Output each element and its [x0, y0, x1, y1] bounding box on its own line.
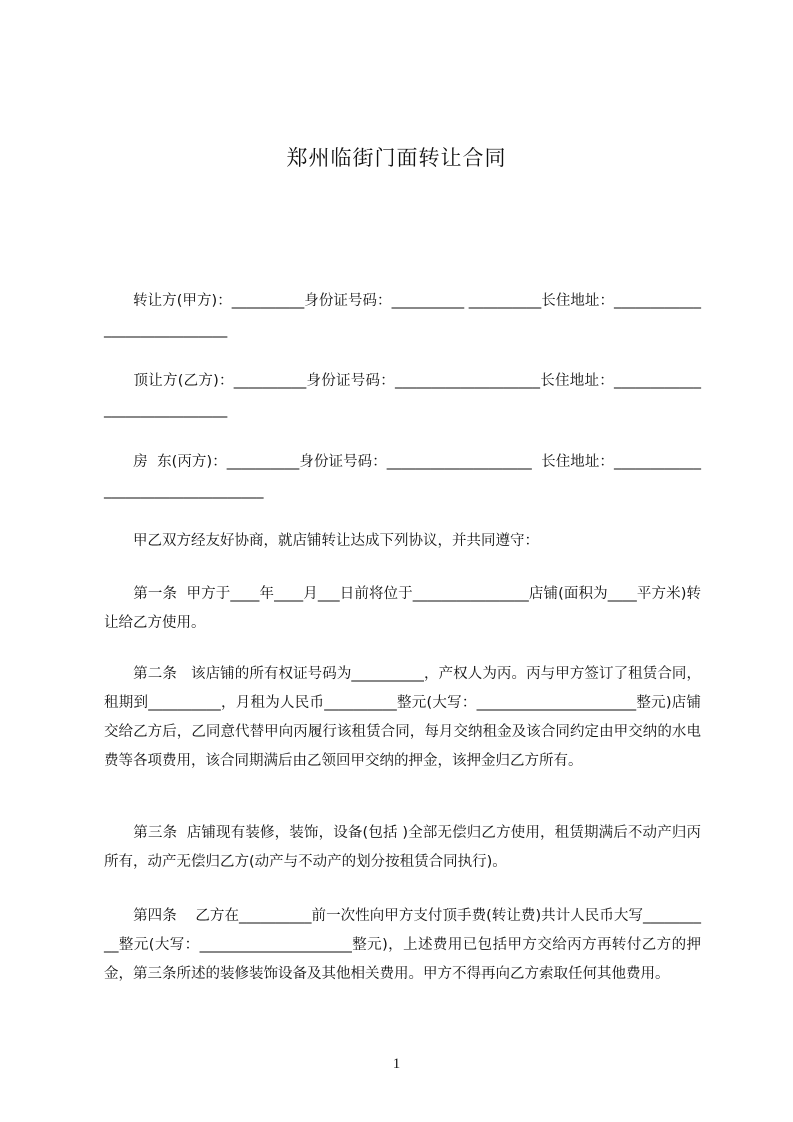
- page-number: 1: [392, 1056, 401, 1072]
- article-2: 第二条 该店铺的所有权证号码为__________，产权人为丙。丙与甲方签订了租赁合同，租期到__________，月租为人民币__________整元(大写：______________________整元)店铺交给乙方后，乙同意代替甲向丙履行该租赁合同，每月交纳租金及该合同约定由甲交纳的水电费等各项费用，该合同期满后由乙领回甲交纳的押金，该押金归乙方所有。: [104, 666, 701, 769]
- article-4: 第四条 乙方在__________前一次性向甲方支付顶手费(转让费)共计人民币大写__________整元(大写：_____________________整元)，上述费用已包括甲方交给丙方再转付乙方的押金，第三条所述的装修装饰设备及其他相关费用。甲方不得再向乙方索取任何其他费用。: [104, 908, 701, 982]
- transferee-party-line: 顶让方(乙方)：__________身份证号码：____________________长住地址：_____________________________: [104, 373, 701, 418]
- landlord-party-line: 房 东(丙方)：__________身份证号码：____________________ 长住地址：__________________________________: [104, 454, 701, 499]
- preamble: 甲乙双方经友好协商，就店铺转让达成下列协议，并共同遵守：: [104, 533, 539, 549]
- article-1: 第一条 甲方于____年____月___日前将位于________________店铺(面积为____平方米)转让给乙方使用。: [104, 586, 701, 631]
- article-3: 第三条 店铺现有装修，装饰，设备(包括 )全部无偿归乙方使用，租赁期满后不动产归丙所有，动产无偿归乙方(动产与不动产的划分按租赁合同执行)。: [104, 825, 701, 870]
- transferor-party-line: 转让方(甲方)：__________身份证号码：__________ __________长住地址：_____________________________: [104, 293, 701, 338]
- document-title: 郑州临街门面转让合同: [286, 146, 507, 170]
